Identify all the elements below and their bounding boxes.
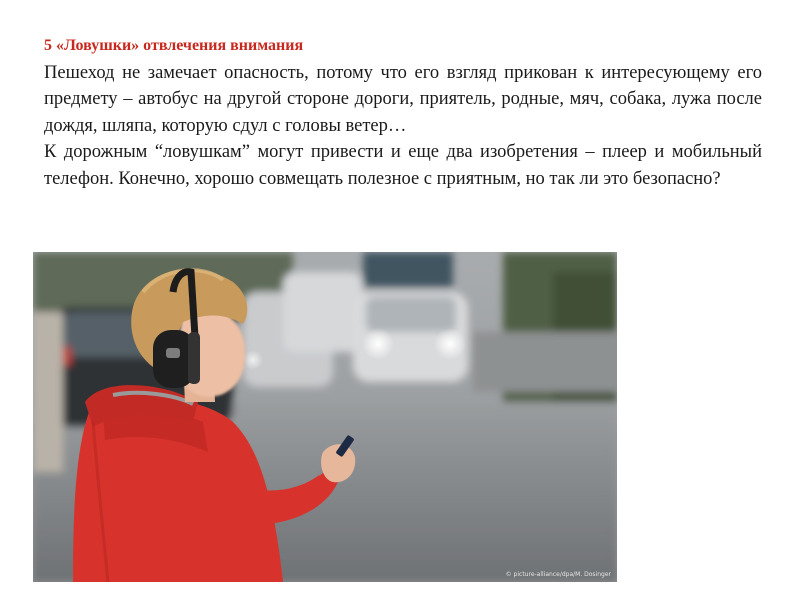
photo-credit: © picture-alliance/dpa/M. Dosinger: [505, 571, 611, 578]
photo-boy-with-phone: [33, 252, 617, 582]
paragraph-gadgets: К дорожным “ловушкам” могут привести и еще два изобретения – плеер и мобильный телефон. Конечно, хорошо совмещать полезное с приятным, но так ли это безопасно?: [44, 142, 762, 189]
photo-illustration: [33, 252, 617, 582]
paragraph-distraction: Пешеход не замечает опасность, потому что его взгляд прикован к интересующему его предмету – автобус на другой стороне дороги, приятель, родные, мяч, собака, лужа после дождя, шляпа, которую сдул с головы ветер…: [44, 63, 762, 136]
slide-title: 5 «Ловушки» отвлечения внимания: [44, 37, 304, 54]
slide-body: [44, 60, 762, 192]
